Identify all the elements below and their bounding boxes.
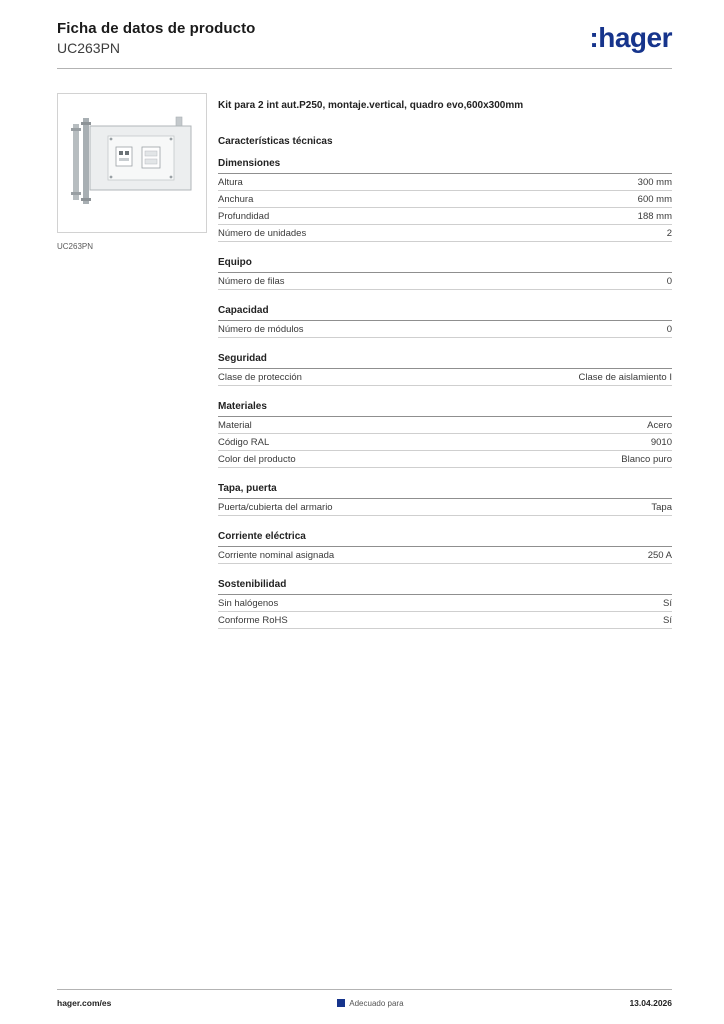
product-image xyxy=(57,93,207,233)
spec-row xyxy=(218,321,672,338)
spec-label: Clase de protección xyxy=(218,371,302,383)
spec-label: Número de unidades xyxy=(218,227,307,239)
footer-center-text: Adecuado para xyxy=(349,998,404,1008)
spec-row xyxy=(218,191,672,208)
spec-section xyxy=(218,158,672,242)
spec-row xyxy=(218,225,672,242)
spec-value: 9010 xyxy=(650,436,672,448)
spec-value: 300 mm xyxy=(637,176,672,188)
spec-value: Blanco puro xyxy=(621,453,672,465)
content xyxy=(57,93,672,629)
spec-label: Puerta/cubierta del armario xyxy=(218,501,333,513)
spec-row xyxy=(218,208,672,225)
spec-section-title: Capacidad xyxy=(218,305,672,321)
hager-logo: :hager xyxy=(589,22,672,53)
spec-row xyxy=(218,369,672,386)
footer-row xyxy=(57,990,672,1008)
spec-row xyxy=(218,499,672,516)
spec-value: 0 xyxy=(666,275,672,287)
spec-section xyxy=(218,353,672,386)
spec-section xyxy=(218,401,672,468)
footer-url: hager.com/es xyxy=(57,998,112,1008)
product-image-caption: UC263PN xyxy=(57,242,94,251)
spec-section-title: Equipo xyxy=(218,257,672,273)
spec-row xyxy=(218,547,672,564)
header-titles xyxy=(57,20,255,56)
spec-label: Altura xyxy=(218,176,243,188)
product-description: Kit para 2 int aut.P250, montaje.vertical, quadro evo,600x300mm xyxy=(218,100,524,111)
spec-value: Clase de aislamiento I xyxy=(578,371,672,383)
header-divider xyxy=(57,68,672,69)
footer-brand-mark-icon xyxy=(337,999,345,1007)
spec-row xyxy=(218,451,672,468)
product-image-column xyxy=(57,93,207,629)
spec-row xyxy=(218,434,672,451)
spec-section-title: Tapa, puerta xyxy=(218,483,672,499)
spec-value: Tapa xyxy=(651,501,672,513)
product-technical-drawing-icon xyxy=(58,94,206,232)
spec-label: Conforme RoHS xyxy=(218,614,288,626)
spec-section xyxy=(218,579,672,629)
page-header xyxy=(57,20,672,56)
spec-label: Número de módulos xyxy=(218,323,304,335)
spec-section xyxy=(218,305,672,338)
spec-sections xyxy=(218,158,672,629)
spec-section-title: Seguridad xyxy=(218,353,672,369)
spec-section-title: Materiales xyxy=(218,401,672,417)
spec-section xyxy=(218,483,672,516)
product-code: UC263PN xyxy=(57,40,121,56)
spec-row xyxy=(218,417,672,434)
spec-label: Corriente nominal asignada xyxy=(218,549,335,561)
spec-label: Anchura xyxy=(218,193,254,205)
spec-value: Sí xyxy=(663,597,672,609)
spec-row xyxy=(218,612,672,629)
spec-value: Sí xyxy=(663,614,672,626)
spec-value: 188 mm xyxy=(637,210,672,222)
spec-value: Acero xyxy=(647,419,672,431)
specs-column xyxy=(218,93,672,629)
spec-label: Profundidad xyxy=(218,210,270,222)
footer-center xyxy=(337,999,403,1008)
spec-label: Código RAL xyxy=(218,436,270,448)
spec-value: 250 A xyxy=(647,549,672,561)
spec-section-title: Corriente eléctrica xyxy=(218,531,672,547)
spec-section xyxy=(218,257,672,290)
spec-row xyxy=(218,595,672,612)
spec-label: Número de filas xyxy=(218,275,285,287)
page-footer xyxy=(57,989,672,1008)
spec-label: Color del producto xyxy=(218,453,296,465)
spec-section xyxy=(218,531,672,564)
spec-value: 2 xyxy=(666,227,672,239)
spec-label: Material xyxy=(218,419,252,431)
spec-value: 0 xyxy=(666,323,672,335)
footer-date: 13.04.2026 xyxy=(629,998,672,1008)
specs-heading: Características técnicas xyxy=(218,135,333,147)
spec-label: Sin halógenos xyxy=(218,597,279,609)
spec-row xyxy=(218,174,672,191)
spec-section-title: Sostenibilidad xyxy=(218,579,672,595)
spec-row xyxy=(218,273,672,290)
spec-section-title: Dimensiones xyxy=(218,158,672,174)
spec-value: 600 mm xyxy=(637,193,672,205)
page-title: Ficha de datos de producto xyxy=(57,20,256,37)
